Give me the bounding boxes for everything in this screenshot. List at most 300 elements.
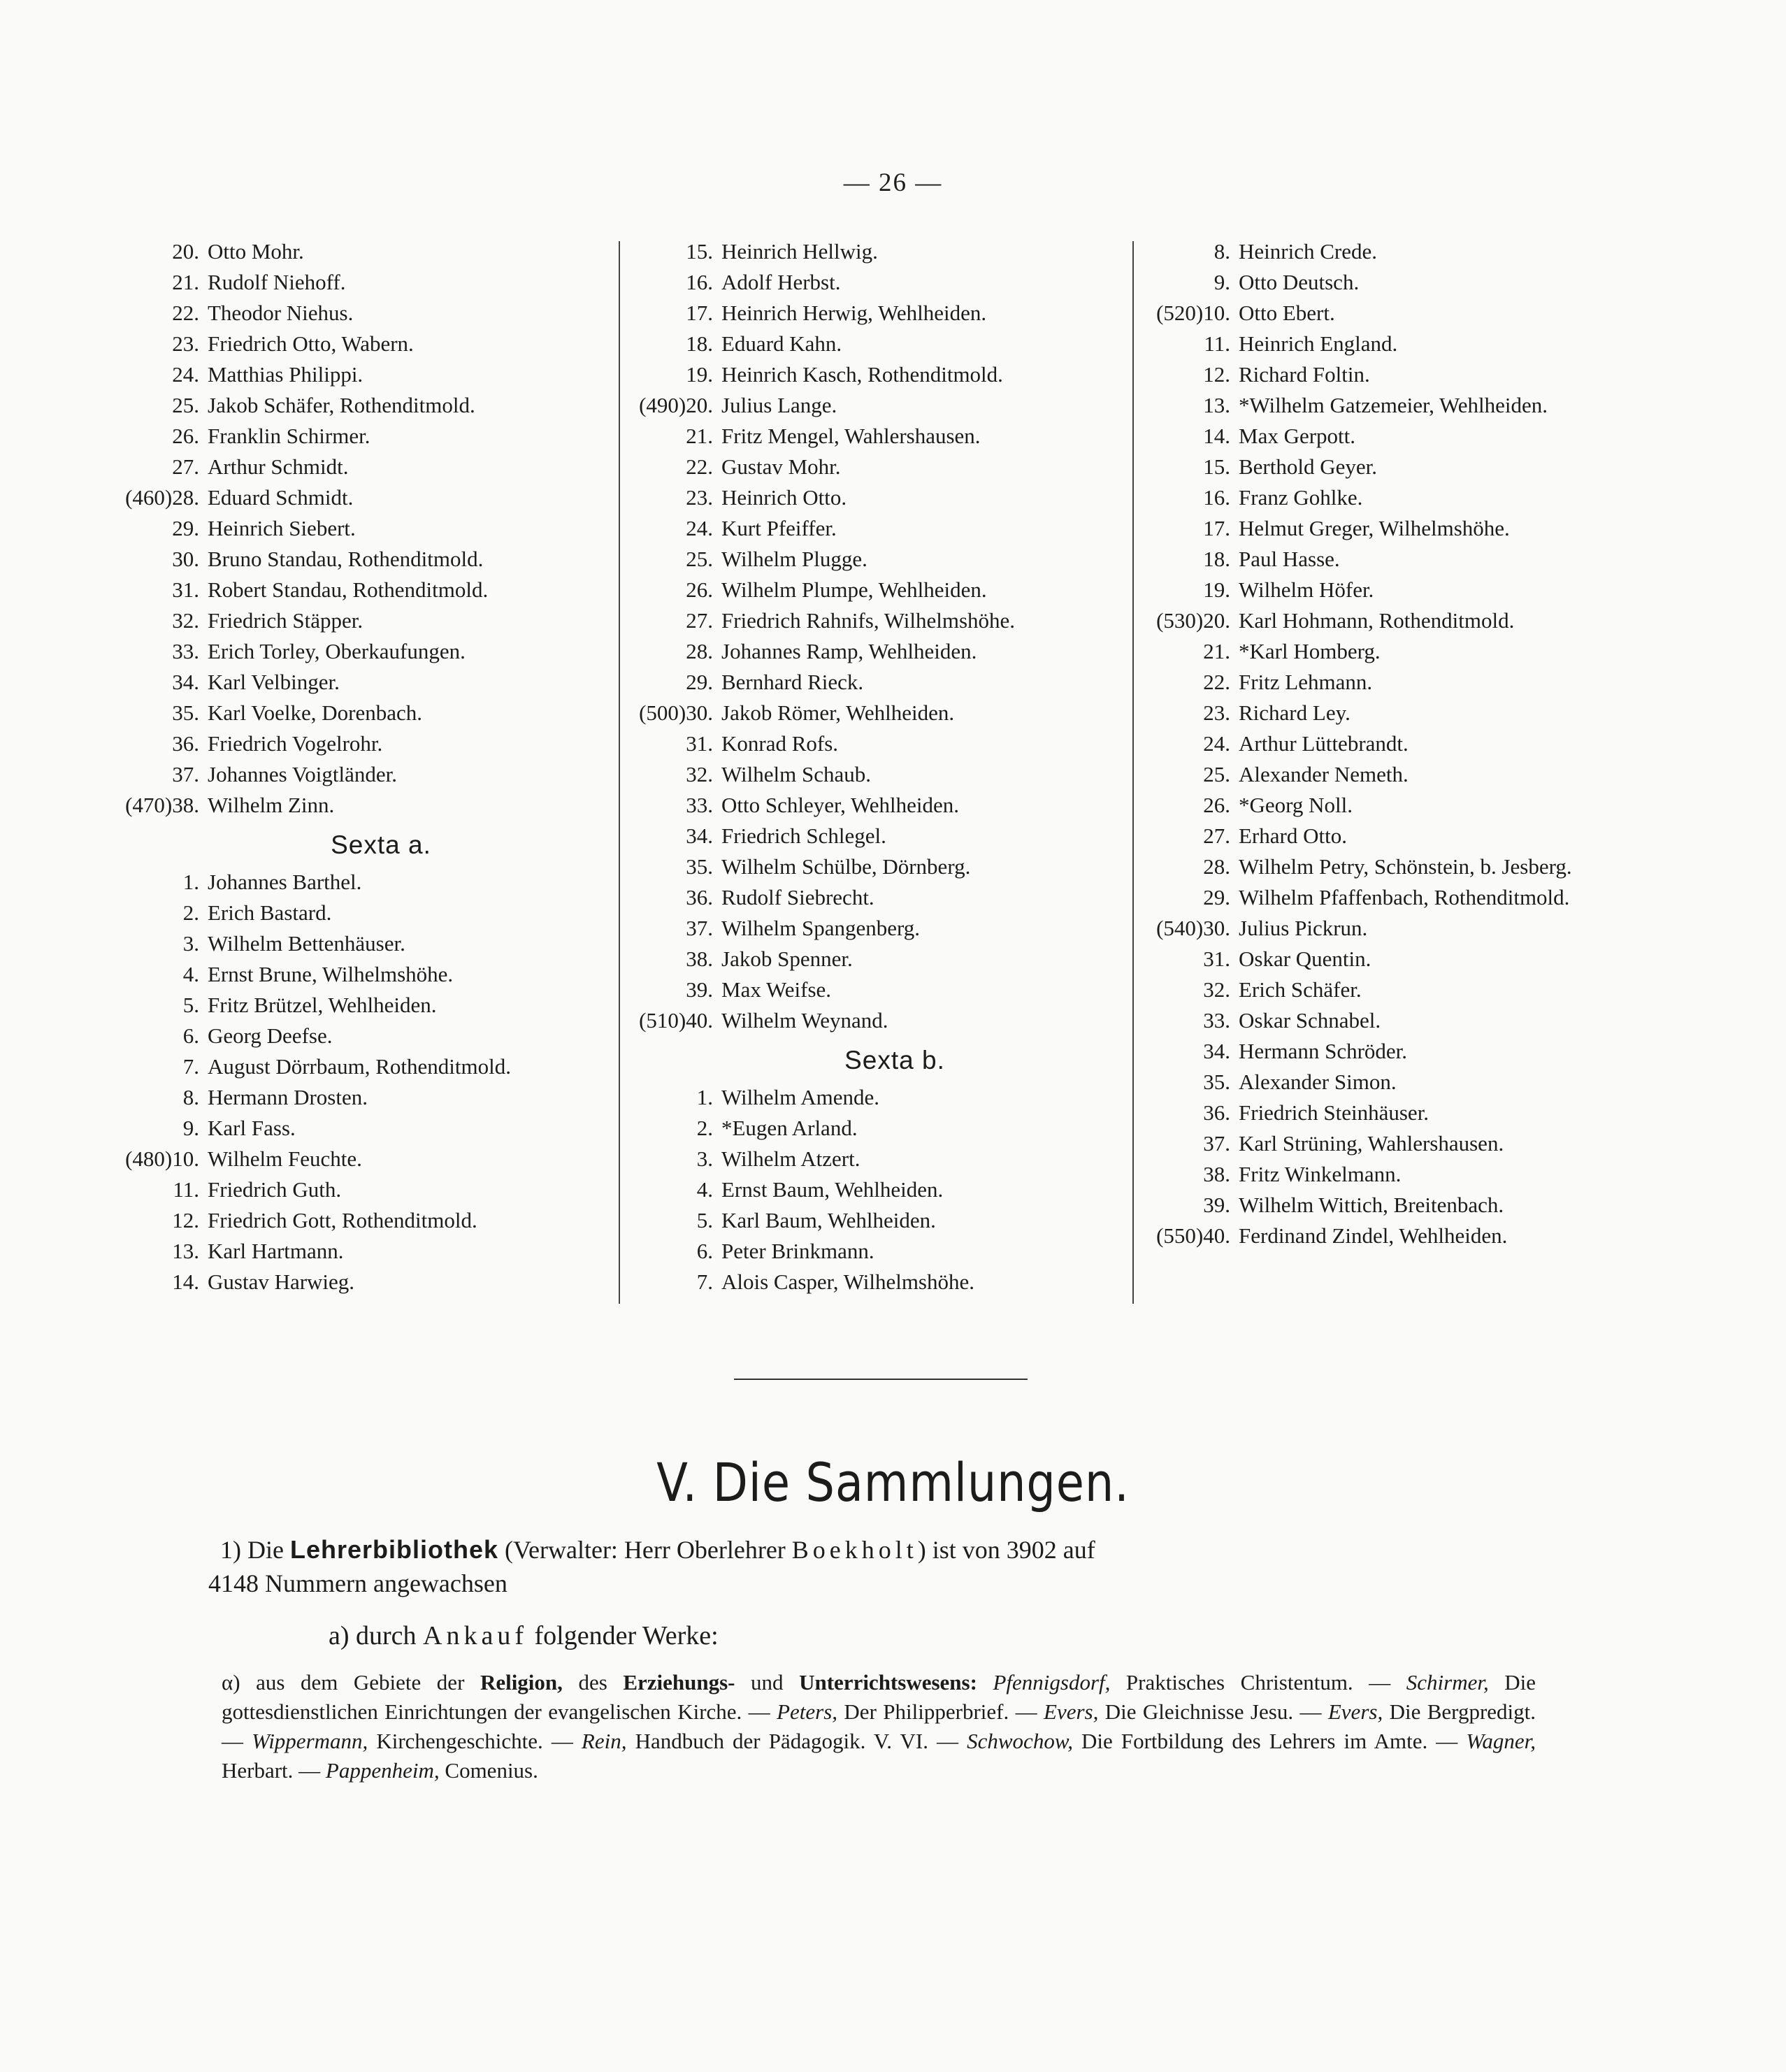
entry-number: 21. [172,270,199,294]
student-name: Rudolf Siebrecht. [721,885,874,909]
entry-number: 12. [172,1208,199,1232]
entry-number: 35. [1203,1070,1230,1094]
entry-number: 33. [686,793,713,817]
student-name: Julius Pickrun. [1239,916,1368,940]
student-entry [105,990,608,1021]
student-name: Friedrich Rahnifs, Wilhelmshöhe. [721,608,1016,633]
entry-number: 27. [1203,823,1230,848]
student-name: Wilhelm Spangenberg. [721,916,921,940]
student-name: Johannes Voigtländer. [208,762,397,786]
entry-number: 7. [182,1054,199,1079]
student-entry [615,267,1125,298]
entry-number: 31. [1203,947,1230,971]
entry-number: 22. [1203,670,1230,694]
entry-number: 8. [182,1085,199,1109]
student-name: Kurt Pfeiffer. [721,516,837,540]
entry-number: 6. [182,1023,199,1048]
entry-number: 34. [172,670,199,694]
entry-number: 28. [686,639,713,663]
library-paragraph [208,1535,1538,1598]
entry-number: 26. [686,577,713,602]
entry-number: 27. [172,454,199,479]
student-name: Friedrich Otto, Wabern. [208,331,414,356]
entry-number: (530)20. [1156,608,1230,633]
student-list [105,867,608,1297]
student-name: Franklin Schirmer. [208,424,370,448]
student-name: Matthias Philippi. [208,362,363,387]
entry-number: 37. [172,762,199,786]
student-name: Ernst Brune, Wilhelmshöhe. [208,962,454,986]
entry-number: 29. [686,670,713,694]
column-3 [1129,236,1709,1251]
entry-number: 33. [172,639,199,663]
student-name: Hermann Schröder. [1239,1039,1408,1063]
student-entry [1129,1036,1709,1067]
entry-number: 1. [696,1085,713,1109]
student-name: Wilhelm Schaub. [721,762,871,786]
student-entry [105,329,608,359]
student-entry [615,790,1125,821]
student-name: Wilhelm Plugge. [721,547,867,571]
student-entry [1129,944,1709,974]
section-title: V. Die Sammlungen. [656,1451,1130,1513]
student-name: Paul Hasse. [1239,547,1340,571]
student-entry [105,1267,608,1297]
student-name: Arthur Lüttebrandt. [1239,731,1409,756]
student-name: Friedrich Vogelrohr. [208,731,383,756]
student-name: Alexander Nemeth. [1239,762,1409,786]
student-entry [1129,790,1709,821]
student-name: Wilhelm Amende. [721,1085,880,1109]
entry-number: 18. [1203,547,1230,571]
student-name: Heinrich Crede. [1239,239,1377,264]
student-entry [615,1174,1125,1205]
author: Pfennigsdorf, [993,1670,1111,1695]
student-entry [615,1113,1125,1144]
student-name: Georg Deefse. [208,1023,333,1048]
student-entry [1129,452,1709,482]
student-name: Adolf Herbst. [721,270,841,294]
subject-term: Religion, [480,1670,563,1695]
student-name: Rudolf Niehoff. [208,270,346,294]
student-entry [105,390,608,421]
student-entry [1129,882,1709,913]
entry-number: 34. [686,823,713,848]
student-entry [105,1236,608,1267]
student-entry [105,482,608,513]
paragraph-number: 1) Die [220,1536,290,1564]
student-entry [105,790,608,821]
entry-number: 2. [696,1116,713,1140]
student-name: Max Gerpott. [1239,424,1356,448]
student-name: Karl Baum, Wehlheiden. [721,1208,936,1232]
entry-number: 37. [686,916,713,940]
author: Wippermann, [252,1729,368,1753]
student-name: Johannes Ramp, Wehlheiden. [721,639,977,663]
student-name: Friedrich Stäpper. [208,608,363,633]
student-name: Erich Bastard. [208,900,332,925]
student-name: Alois Casper, Wilhelmshöhe. [721,1269,975,1294]
subheading-text: folgender Werke: [528,1621,719,1650]
student-name: Fritz Lehmann. [1239,670,1373,694]
text: aus dem Gebiete der [240,1670,480,1695]
student-entry [1129,421,1709,452]
entry-number: 21. [686,424,713,448]
student-entry [1129,359,1709,390]
entry-number: 23. [172,331,199,356]
student-entry [105,636,608,667]
student-entry [615,821,1125,851]
student-name: Konrad Rofs. [721,731,839,756]
student-name: Fritz Mengel, Wahlershausen. [721,424,981,448]
student-entry [1129,605,1709,636]
entry-number: 22. [172,301,199,325]
student-list [615,236,1125,1036]
student-name: Bruno Standau, Rothenditmold. [208,547,484,571]
student-entry [105,236,608,267]
entry-number: 15. [1203,454,1230,479]
student-entry [615,1005,1125,1036]
entry-number: 3. [182,931,199,956]
student-name: Heinrich Hellwig. [721,239,878,264]
entry-number: 29. [1203,885,1230,909]
student-entry [1129,759,1709,790]
entry-number: 16. [1203,485,1230,510]
entry-number: 13. [1203,393,1230,417]
student-entry [1129,267,1709,298]
student-entry [615,944,1125,974]
student-name: Erich Schäfer. [1239,977,1362,1002]
student-entry [1129,728,1709,759]
work-title: Comenius. [439,1758,538,1783]
author: Wagner, [1466,1729,1536,1753]
student-entry [105,759,608,790]
author: Pappenheim, [325,1758,440,1783]
student-name: Eduard Schmidt. [208,485,354,510]
entry-number: 28. [1203,854,1230,879]
student-name: Wilhelm Zinn. [208,793,335,817]
page-number: — 26 — [843,168,943,197]
student-name: Heinrich Siebert. [208,516,356,540]
student-name: Karl Hohmann, Rothenditmold. [1239,608,1515,633]
student-entry [615,575,1125,605]
list-marker: α) [222,1670,240,1695]
student-name: Richard Ley. [1239,700,1351,725]
student-entry [1129,851,1709,882]
work-title: Die Bergpredigt. — [222,1699,1536,1753]
student-name: Karl Voelke, Dorenbach. [208,700,423,725]
student-entry [615,1144,1125,1174]
entry-number: 32. [172,608,199,633]
student-entry [105,1113,608,1144]
entry-number: 23. [1203,700,1230,725]
student-name: Arthur Schmidt. [208,454,349,479]
author: Evers, [1044,1699,1099,1724]
entry-number: (520)10. [1156,301,1230,325]
student-name: Wilhelm Plumpe, Wehlheiden. [721,577,987,602]
student-entry [615,974,1125,1005]
entry-number: 6. [696,1239,713,1263]
entry-number: 1. [182,870,199,894]
entry-number: 25. [686,547,713,571]
student-entry [105,359,608,390]
student-entry [105,1174,608,1205]
student-name: *Karl Homberg. [1239,639,1381,663]
entry-number: 18. [686,331,713,356]
entry-number: 38. [1203,1162,1230,1186]
student-name: *Georg Noll. [1239,793,1353,817]
student-entry [615,1205,1125,1236]
student-name: Wilhelm Bettenhäuser. [208,931,405,956]
student-entry [105,513,608,544]
entry-number: 3. [696,1146,713,1171]
entry-number: 21. [1203,639,1230,663]
entry-number: (510)40. [639,1008,713,1033]
entry-number: 9. [1214,270,1230,294]
student-entry [105,898,608,928]
entry-number: 20. [172,239,199,264]
student-entry [615,390,1125,421]
entry-number: 39. [686,977,713,1002]
student-entry [615,851,1125,882]
entry-number: 17. [1203,516,1230,540]
work-title: Die Fortbildung des Lehrers im Amte. — [1072,1729,1467,1753]
student-entry [615,544,1125,575]
entry-number: 26. [172,424,199,448]
student-name: Wilhelm Weynand. [721,1008,888,1033]
student-name: Heinrich Herwig, Wehlheiden. [721,301,987,325]
student-name: Otto Deutsch. [1239,270,1360,294]
column-2 [615,236,1125,1297]
student-name: Gustav Mohr. [721,454,841,479]
student-entry [1129,1067,1709,1098]
student-entry [1129,1159,1709,1190]
entry-number: 5. [182,993,199,1017]
entry-number: 9. [182,1116,199,1140]
student-name: Hermann Drosten. [208,1085,368,1109]
entry-number: 8. [1214,239,1230,264]
entry-number: 23. [686,485,713,510]
paragraph-line: 4148 Nummern angewachsen [208,1569,507,1597]
student-name: Erich Torley, Oberkaufungen. [208,639,466,663]
student-name: Bernhard Rieck. [721,670,864,694]
student-entry [105,1051,608,1082]
student-name: Robert Standau, Rothenditmold. [208,577,489,602]
student-name: Friedrich Gott, Rothenditmold. [208,1208,477,1232]
student-name: Wilhelm Petry, Schönstein, b. Jesberg. [1239,854,1572,879]
student-entry [1129,1005,1709,1036]
entry-number: 29. [172,516,199,540]
student-entry [105,267,608,298]
student-name: Otto Ebert. [1239,301,1335,325]
entry-number: 11. [173,1177,199,1202]
entry-number: 32. [1203,977,1230,1002]
librarian-name: Boekholt [791,1536,918,1564]
student-entry [1129,329,1709,359]
student-name: Oskar Quentin. [1239,947,1371,971]
entry-number: 27. [686,608,713,633]
subject-term: Erziehungs- [623,1670,735,1695]
student-entry [1129,390,1709,421]
student-entry [1129,1098,1709,1128]
entry-number: 24. [1203,731,1230,756]
student-name: Heinrich Kasch, Rothenditmold. [721,362,1003,387]
student-name: Richard Foltin. [1239,362,1370,387]
student-name: *Wilhelm Gatzemeier, Wehlheiden. [1239,393,1548,417]
student-name: Heinrich Otto. [721,485,847,510]
student-name: Karl Fass. [208,1116,296,1140]
entry-number: 24. [172,362,199,387]
student-entry [1129,913,1709,944]
work-title: Herbart. — [222,1758,326,1783]
student-name: Jakob Schäfer, Rothenditmold. [208,393,475,417]
entry-number: (500)30. [639,700,713,725]
purchase-subheading [329,1620,1646,1651]
student-name: Julius Lange. [721,393,837,417]
student-entry [615,728,1125,759]
student-entry [105,1144,608,1174]
student-entry [615,329,1125,359]
entry-number: 31. [172,577,199,602]
student-name: Otto Mohr. [208,239,304,264]
student-name: Karl Velbinger. [208,670,340,694]
entry-number: (550)40. [1156,1223,1230,1248]
student-name: Wilhelm Höfer. [1239,577,1374,602]
student-entry [1129,544,1709,575]
subject-term: Unterrichtswesens: [799,1670,977,1695]
subheading-text: a) durch [329,1621,424,1650]
student-entry [615,605,1125,636]
student-entry [105,421,608,452]
student-entry [105,1021,608,1051]
work-title: Die Gleichnisse Jesu. — [1098,1699,1328,1724]
student-name: Otto Schleyer, Wehlheiden. [721,793,960,817]
text: des [562,1670,624,1695]
student-entry [615,698,1125,728]
entry-number: 15. [686,239,713,264]
student-entry [105,575,608,605]
student-name: Friedrich Schlegel. [721,823,886,848]
author: Evers, [1327,1699,1383,1724]
author: Schirmer, [1406,1670,1489,1695]
subheading-emphasis: Ankauf [423,1621,528,1650]
student-entry [105,544,608,575]
entry-number: 25. [1203,762,1230,786]
entry-number: 32. [686,762,713,786]
student-entry [615,359,1125,390]
student-name: Karl Strüning, Wahlershausen. [1239,1131,1504,1156]
entry-number: 30. [172,547,199,571]
class-heading-sexta-a: Sexta a. [331,830,431,859]
student-name: Erhard Otto. [1239,823,1347,848]
student-entry [1129,821,1709,851]
student-entry [615,1236,1125,1267]
entry-number: (490)20. [639,393,713,417]
student-name: Ferdinand Zindel, Wehlheiden. [1239,1223,1508,1248]
student-name: Alexander Simon. [1239,1070,1397,1094]
entry-number: 35. [172,700,199,725]
student-entry [615,636,1125,667]
student-entry [105,452,608,482]
entry-number: 14. [172,1269,199,1294]
work-title: Die gottesdienstlichen Einrichtungen der evangelischen Kirche. — [222,1670,1536,1724]
entry-number: 19. [1203,577,1230,602]
student-name: Wilhelm Feuchte. [208,1146,362,1171]
entry-number: 25. [172,393,199,417]
student-name: Eduard Kahn. [721,331,842,356]
student-entry [1129,298,1709,329]
entry-number: 36. [172,731,199,756]
column-1 [105,236,608,1297]
student-name: Gustav Harwieg. [208,1269,355,1294]
entry-number: 19. [686,362,713,387]
student-entry [105,698,608,728]
paragraph-text: ) ist von 3902 auf [917,1536,1095,1564]
entry-number: 11. [1204,331,1230,356]
student-entry [1129,575,1709,605]
student-entry [1129,636,1709,667]
author: Schwochow, [967,1729,1073,1753]
student-entry [615,882,1125,913]
student-entry [615,667,1125,698]
text: und [735,1670,800,1695]
library-term: Lehrerbibliothek [289,1535,499,1564]
student-entry [1129,1128,1709,1159]
student-name: Peter Brinkmann. [721,1239,874,1263]
entry-number: (480)10. [125,1146,199,1171]
student-entry [105,1082,608,1113]
student-name: Helmut Greger, Wilhelmshöhe. [1239,516,1510,540]
student-entry [1129,1221,1709,1251]
entry-number: 39. [1203,1193,1230,1217]
work-title: Praktisches Christentum. — [1110,1670,1406,1695]
student-entry [1129,667,1709,698]
entry-number: 13. [172,1239,199,1263]
student-name: Jakob Römer, Wehlheiden. [721,700,955,725]
works-list-paragraph [222,1668,1536,1785]
student-name: Berthold Geyer. [1239,454,1378,479]
student-name: Jakob Spenner. [721,947,853,971]
entry-number: 26. [1203,793,1230,817]
student-entry [615,759,1125,790]
entry-number: 36. [686,885,713,909]
student-name: Heinrich England. [1239,331,1398,356]
student-entry [615,236,1125,267]
student-entry [105,959,608,990]
paragraph-text: (Verwalter: Herr Oberlehrer [498,1536,792,1564]
student-name: August Dörrbaum, Rothenditmold. [208,1054,511,1079]
student-name: Friedrich Steinhäuser. [1239,1100,1429,1125]
student-entry [615,1267,1125,1297]
entry-number: 16. [686,270,713,294]
student-name: *Eugen Arland. [721,1116,858,1140]
work-title: Handbuch der Pädagogik. V. VI. — [626,1729,967,1753]
student-name: Oskar Schnabel. [1239,1008,1381,1033]
author: Rein, [581,1729,627,1753]
entry-number: 7. [696,1269,713,1294]
student-name: Friedrich Guth. [208,1177,342,1202]
entry-number: 37. [1203,1131,1230,1156]
entry-number: 24. [686,516,713,540]
entry-number: 34. [1203,1039,1230,1063]
student-entry [1129,236,1709,267]
entry-number: 4. [182,962,199,986]
entry-number: 5. [696,1208,713,1232]
student-entry [615,482,1125,513]
student-entry [615,913,1125,944]
student-name: Fritz Winkelmann. [1239,1162,1402,1186]
entry-number: 17. [686,301,713,325]
